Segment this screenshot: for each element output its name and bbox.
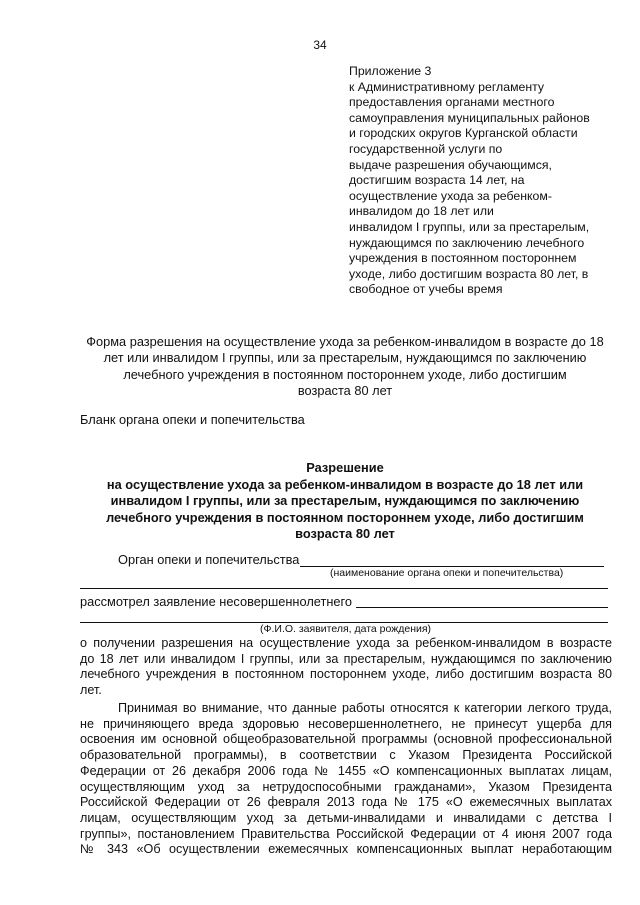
permit-title: Разрешение — [306, 460, 384, 475]
paragraph-application — [80, 636, 612, 699]
applicant-underline[interactable] — [356, 607, 608, 608]
permit-heading — [80, 460, 610, 543]
permit-heading-line: лечебного учреждения в постоянном постороннем уходе, либо достигшим — [106, 509, 584, 525]
paragraph-line: до 18 лет или инвалидом I группы, или за престарелым, нуждающимся по заключению — [80, 651, 612, 666]
paragraph-line: Российской Федерации от 26 февраля 2013 года № 175 «О ежемесячных выплатах — [80, 795, 612, 810]
appendix-line: инвалидом до 18 лет или — [349, 204, 494, 219]
paragraph-line: освоения им основной общеобразовательной программы (основной профессиональной — [80, 732, 612, 747]
paragraph-line: о получении разрешения на осуществление ухода за ребенком-инвалидом в возрасте — [80, 636, 612, 650]
permit-heading-line: возраста 80 лет — [295, 526, 395, 542]
appendix-line: выдаче разрешения обучающимся, — [349, 157, 552, 172]
paragraph-line: Федерации от 26 декабря 2006 года № 1455 «О компенсационных выплатах лицам, — [80, 763, 612, 778]
form-title-line: возраста 80 лет — [297, 383, 393, 399]
applicant-caption: (Ф.И.О. заявителя, дата рождения) — [260, 623, 432, 635]
appendix-line: осуществление ухода за ребенком- — [349, 188, 552, 203]
paragraph-line: не причиняющего вреда здоровью несовершеннолетнего, не принесут ущерба для — [80, 716, 612, 731]
page-number: 34 — [313, 38, 327, 52]
paragraph-line: лет. — [80, 683, 102, 698]
form-title-line: Форма разрешения на осуществление ухода за ребенком-инвалидом в возрасте до 18 — [86, 334, 604, 349]
permit-heading-line: на осуществление ухода за ребенком-инвалидом в возрасте до 18 лет или — [106, 476, 584, 492]
paragraph-line: образовательной программы), в соответствии с Указом Президента Российской — [80, 748, 612, 763]
applicant-label: рассмотрел заявление несовершеннолетнего — [80, 594, 353, 609]
form-title-line: лечебного учреждения в постоянном постороннем уходе, либо достигшим — [123, 366, 567, 382]
form-title — [80, 334, 610, 400]
appendix-line: инвалидом I группы, или за престарелым, — [349, 219, 590, 234]
appendix-line: самоуправления муниципальных районов — [349, 110, 590, 125]
appendix-header — [349, 64, 624, 298]
paragraph-line: осуществляющим уход за нетрудоспособными гражданами», Указом Президента — [80, 779, 612, 794]
paragraph-line: Принимая во внимание, что данные работы относятся к категории легкого труда, — [118, 701, 612, 715]
paragraph-line: лицам, осуществляющим уход за детьми-инвалидами и инвалидами с детства I — [80, 810, 612, 825]
paragraph-line: лечебного учреждения в постоянном постороннем уходе, либо достигшим возраста 80 — [80, 667, 612, 682]
appendix-line: нуждающимся по заключению лечебного — [349, 235, 585, 250]
appendix-line: учреждения в постоянном постороннем — [349, 251, 577, 266]
authority-label: Орган опеки и попечительства — [118, 552, 300, 567]
authority-caption: (наименование органа опеки и попечительства) — [330, 567, 564, 579]
appendix-line: достигшим возраста 14 лет, на — [349, 173, 525, 188]
paragraph-line: группы», постановлением Правительства Российской Федерации от 4 июня 2007 года — [80, 826, 612, 841]
appendix-line: Приложение 3 — [349, 64, 432, 78]
appendix-line: предоставления органами местного — [349, 95, 555, 110]
appendix-line: к Административному регламенту — [349, 79, 545, 94]
form-title-line: лет или инвалидом I группы, или за престарелым, нуждающимся по заключению — [103, 350, 587, 366]
blank-label: Бланк органа опеки и попечительства — [80, 412, 305, 427]
appendix-line: государственной услуги по — [349, 141, 503, 156]
appendix-line: и городских округов Курганской области — [349, 126, 578, 141]
paragraph-line: № 343 «Об осуществлении ежемесячных компенсационных выплат неработающим — [80, 842, 612, 857]
paragraph-considering — [80, 701, 612, 858]
appendix-line: свободное от учебы время — [349, 282, 503, 297]
appendix-line: уходе, либо достигшим возраста 80 лет, в — [349, 266, 589, 281]
permit-heading-line: инвалидом I группы, или за престарелым, нуждающимся по заключению — [110, 493, 580, 509]
authority-underline-2[interactable] — [80, 588, 608, 589]
